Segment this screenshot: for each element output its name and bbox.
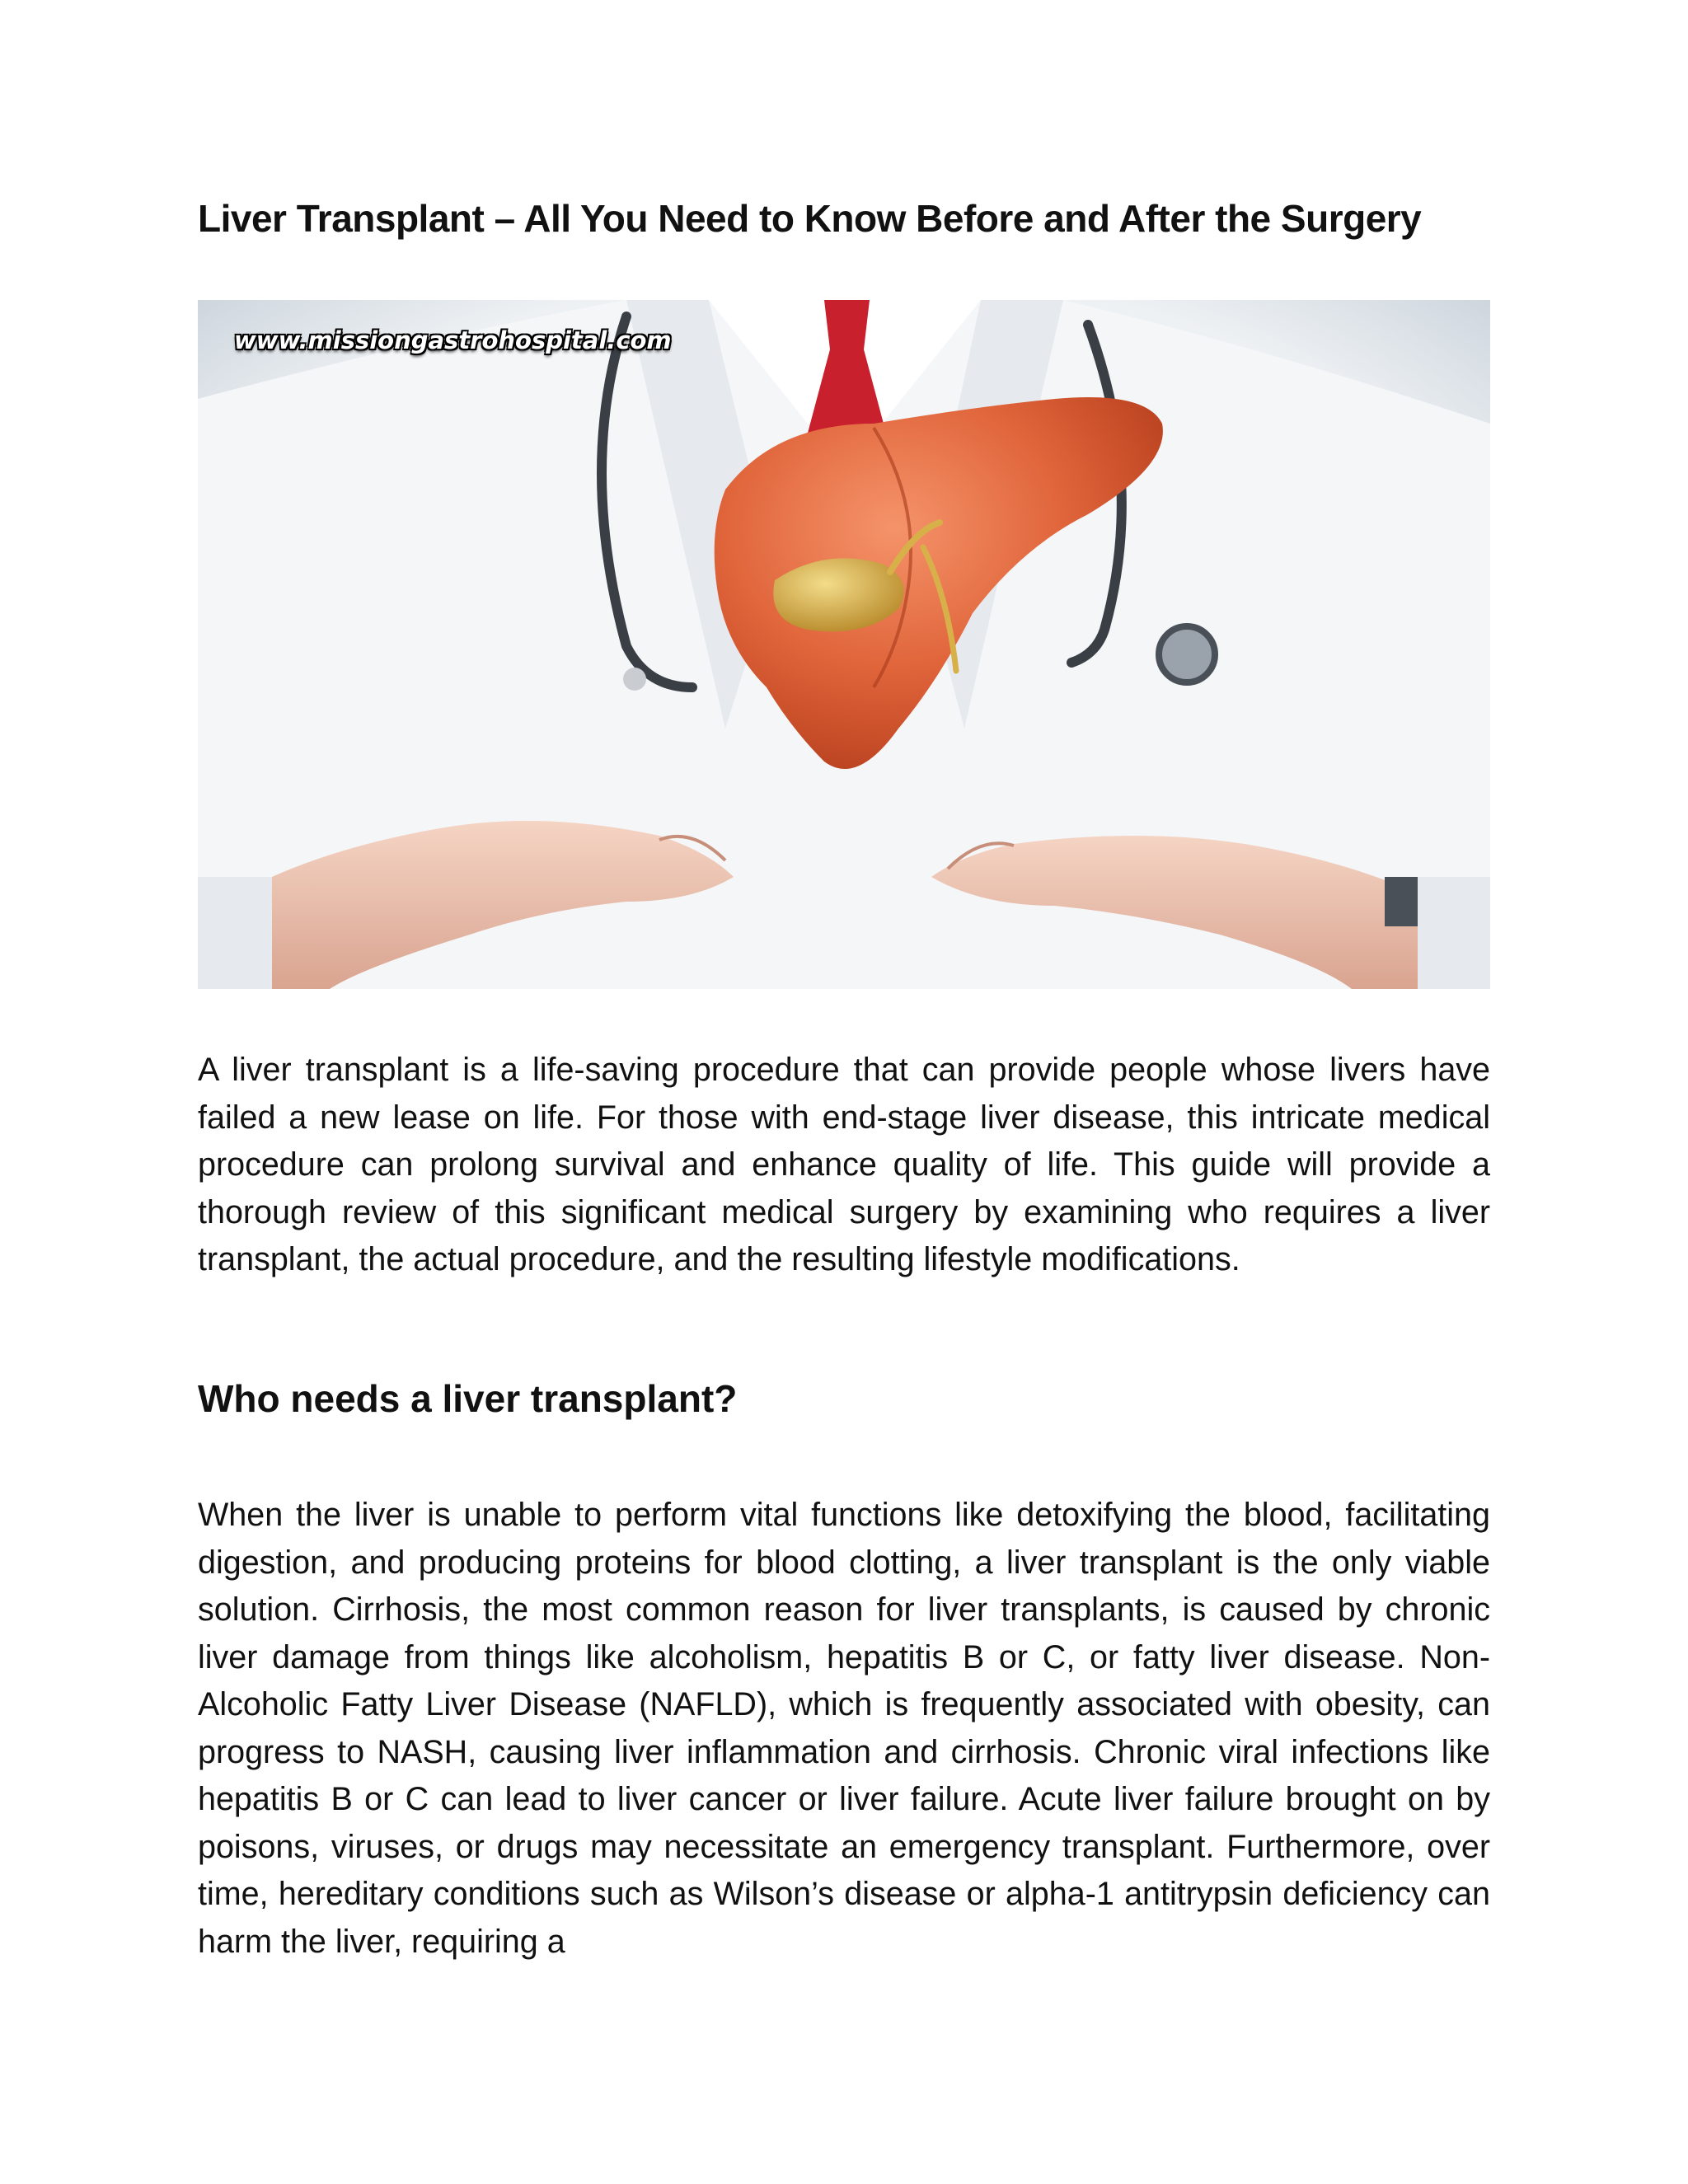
section-paragraph: When the liver is unable to perform vital functions like detoxifying the blood, facilitating digestion, and producing proteins for blood clotting, a liver transplant is the only viable solution. Cirrhosis, the most common reason for liver transplants, is caused by chronic liver damage from things like alcoholism, hepatitis B or C, or fatty liver disease. Non-Alcoholic Fatty Liver Disease (NAFLD), which is frequently associated with obesity, can progress to NASH, causing liver inflammation and cirrhosis. Chronic viral infections like hepatitis B or C can lead to liver cancer or liver failure. Acute liver failure brought on by poisons, viruses, or drugs may necessitate an emergency transplant. Furthermore, over time, hereditary conditions such as Wilson’s disease or alpha-1 antitrypsin deficiency can harm the liver, requiring a: [198, 1497, 1490, 1960]
hero-image: [198, 300, 1490, 989]
section-heading: Who needs a liver transplant?: [198, 1377, 738, 1420]
liver-illustration: [198, 300, 1490, 989]
intro-paragraph: A liver transplant is a life-saving procedure that can provide people whose livers have failed a new lease on life. For those with end-stage liver disease, this intricate medical procedure can prolong survival and enhance quality of life. This guide will provide a thorough review of this significant medical surgery by examining who requires a liver transplant, the actual procedure, and the resulting lifestyle modifications.: [198, 1052, 1490, 1277]
page-title: Liver Transplant – All You Need to Know Before and After the Surgery: [198, 197, 1422, 240]
watermark-url: www.missiongastrohospital.com: [234, 326, 672, 354]
